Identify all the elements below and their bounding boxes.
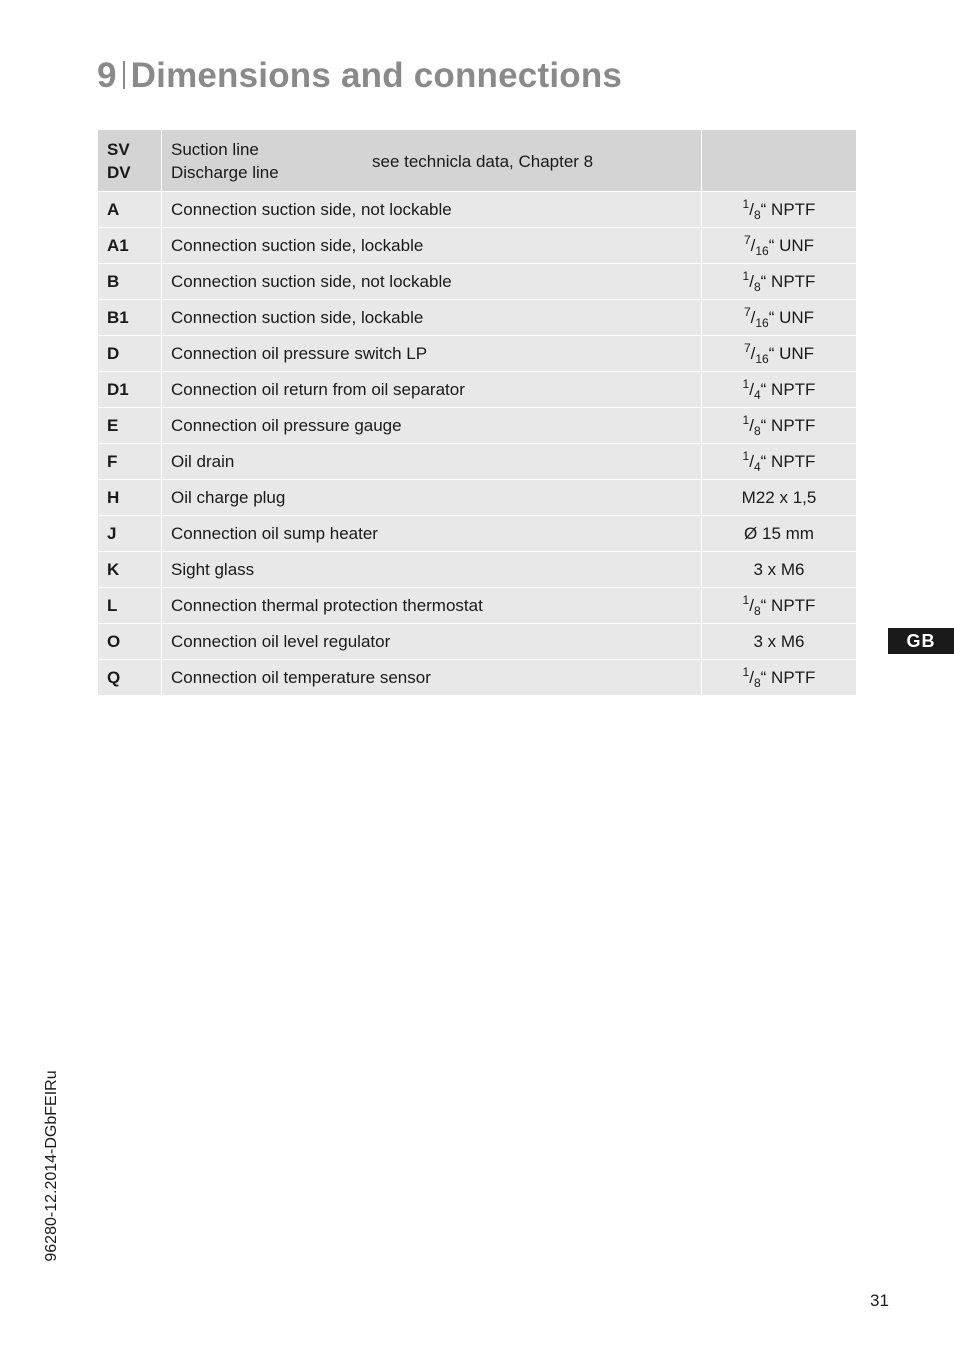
header-description-cell [162,130,702,192]
fraction-slash: / [749,667,754,687]
connection-size [702,408,857,444]
chapter-number: 9 [97,56,117,95]
fraction-numerator: 7 [743,340,751,355]
connection-code: A [98,192,162,228]
table-row [98,192,857,228]
table-row [98,264,857,300]
header-size-cell [702,130,857,192]
fraction-denominator: 8 [753,279,761,294]
fraction-denominator: 4 [753,387,761,402]
connection-size [702,300,857,336]
thread-type: “ NPTF [760,199,816,219]
connection-description: Connection oil pressure gauge [162,408,702,444]
connection-code: Q [98,660,162,696]
title-separator [123,61,125,89]
code-sv: SV [107,140,130,159]
connection-size [702,660,857,696]
fraction-denominator: 16 [755,351,769,366]
connection-description: Oil charge plug [162,480,702,516]
fraction-numerator: 1 [742,376,750,391]
connection-code: E [98,408,162,444]
table-row [98,624,857,660]
connection-code: L [98,588,162,624]
fraction-slash: / [749,199,754,219]
technical-data-note: see technicla data, Chapter 8 [372,152,594,171]
fraction-denominator: 16 [755,315,769,330]
fraction-denominator: 8 [753,423,761,438]
document-number: 96280-12.2014-DGbFEIRu [43,1070,60,1262]
connection-description: Connection suction side, not lockable [162,264,702,300]
table-row [98,588,857,624]
thread-type: “ NPTF [760,379,816,399]
table-row [98,408,857,444]
connection-description: Connection thermal protection thermostat [162,588,702,624]
table-row [98,300,857,336]
connection-description: Connection oil sump heater [162,516,702,552]
fraction-slash: / [749,595,754,615]
connection-size: Ø 15 mm [702,516,857,552]
connection-code: H [98,480,162,516]
fraction-denominator: 8 [753,207,761,222]
fraction-denominator: 8 [753,675,761,690]
table-row [98,372,857,408]
connection-code: B [98,264,162,300]
connection-description: Connection oil return from oil separator [162,372,702,408]
connection-code: J [98,516,162,552]
thread-type: “ NPTF [760,667,816,687]
fraction-slash: / [749,451,754,471]
connection-code: O [98,624,162,660]
fraction-denominator: 4 [753,459,761,474]
connection-description: Sight glass [162,552,702,588]
fraction-slash: / [750,343,756,363]
connection-description: Connection oil pressure switch LP [162,336,702,372]
connection-description: Connection oil level regulator [162,624,702,660]
connection-code: A1 [98,228,162,264]
language-tab-gb: GB [888,628,954,654]
connection-code: D [98,336,162,372]
table-row [98,516,857,552]
thread-type: “ UNF [768,235,815,255]
thread-type: “ NPTF [760,451,816,471]
table-row [98,336,857,372]
connection-description: Connection oil temperature sensor [162,660,702,696]
table-row [98,444,857,480]
discharge-line-label: Discharge line [171,163,279,182]
code-dv: DV [107,163,131,182]
connection-size [702,588,857,624]
fraction-numerator: 1 [742,412,750,427]
fraction-numerator: 7 [743,304,751,319]
fraction-numerator: 1 [742,664,750,679]
connection-code: K [98,552,162,588]
connection-code: F [98,444,162,480]
thread-type: “ NPTF [760,415,816,435]
fraction-slash: / [750,235,756,255]
fraction-slash: / [749,379,754,399]
fraction-slash: / [749,271,754,291]
fraction-denominator: 8 [753,603,761,618]
chapter-title: Dimensions and connections [130,56,623,95]
connection-description: Connection suction side, lockable [162,228,702,264]
fraction-numerator: 7 [743,232,751,247]
suction-line-label: Suction line [171,140,259,159]
table-header-row [98,130,857,192]
connection-size [702,336,857,372]
fraction-numerator: 1 [742,448,750,463]
table-row [98,480,857,516]
connection-size [702,372,857,408]
connection-size: 3 x M6 [702,552,857,588]
table-row [98,660,857,696]
connection-size [702,444,857,480]
thread-type: “ UNF [768,343,815,363]
fraction-slash: / [750,307,756,327]
fraction-denominator: 16 [755,243,769,258]
connection-size: M22 x 1,5 [702,480,857,516]
connection-size [702,228,857,264]
thread-type: “ UNF [768,307,815,327]
table-row [98,228,857,264]
connection-description: Oil drain [162,444,702,480]
fraction-numerator: 1 [742,592,750,607]
connection-description: Connection suction side, not lockable [162,192,702,228]
connection-code: B1 [98,300,162,336]
connection-size [702,192,857,228]
thread-type: “ NPTF [760,271,816,291]
connection-description: Connection suction side, lockable [162,300,702,336]
fraction-numerator: 1 [742,196,750,211]
page-number: 31 [870,1291,889,1310]
thread-type: “ NPTF [760,595,816,615]
page-title [97,56,622,96]
connection-size: 3 x M6 [702,624,857,660]
fraction-numerator: 1 [742,268,750,283]
connections-table [97,129,857,696]
fraction-slash: / [749,415,754,435]
connection-code: D1 [98,372,162,408]
header-codes-cell [98,130,162,192]
connection-size [702,264,857,300]
table-row [98,552,857,588]
